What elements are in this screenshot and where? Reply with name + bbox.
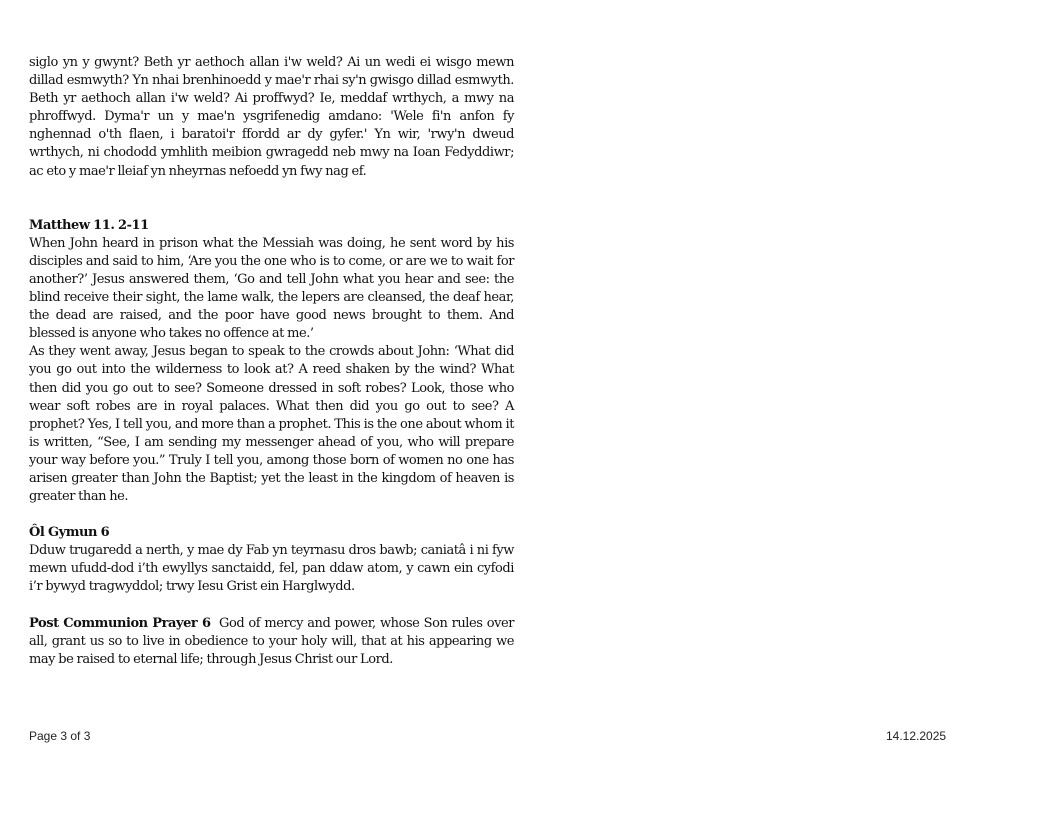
page-number: Page 3 of 3 [29, 729, 91, 743]
section-spacer [29, 506, 514, 524]
english-reading-title: Matthew 11. 2-11 [29, 217, 149, 233]
section-spacer [29, 181, 514, 217]
welsh-post-communion-title: Ôl Gymun 6 [29, 525, 110, 541]
footer-date: 14.12.2025 [886, 729, 947, 743]
welsh-post-communion-text: Dduw trugaredd a nerth, y mae dy Fab yn teyrnasu dros bawb; caniatâ i ni fyw mewn ufudd-dod i’th ewyllys sanctaidd, fel, pan ddaw atom, y cawn ein cyfodi i’r bywyd tragwyddol; trwy Iesu Grist ein Harglwydd. [29, 543, 514, 595]
english-post-communion-text: God of mercy and power, whose Son rules over all, grant us so to live in obedience to your holy will, that at his appearing we may be raised to eternal life; through Jesus Christ our Lord. [29, 615, 514, 667]
section-spacer [29, 597, 514, 615]
english-post-communion [29, 615, 514, 669]
english-reading-paragraph-2: As they went away, Jesus began to speak to the crowds about John: ‘What did you go out into the wilderness to look at? A reed shaken by the wind? What then did you go out to see? Someone dressed in soft robes? Look, those who wear soft robes are in royal palaces. What then did you go out to see? A prophet? Yes, I tell you, and more than a prophet. This is the one about whom it is written, “See, I am sending my messenger ahead of you, who will prepare your way before you.” Truly I tell you, among those born of women no one has arisen greater than John the Baptist; yet the least in the kingdom of heaven is greater than he. [29, 344, 514, 505]
text-column [29, 54, 514, 669]
english-post-communion-title: Post Communion Prayer 6 [29, 615, 211, 631]
english-reading-paragraph-1: When John heard in prison what the Messiah was doing, he sent word by his disciples and said to him, ‘Are you the one who is to come, or are we to wait for another?’ Jesus answered them, ‘Go and tell John what you hear and see: the blind receive their sight, the lame walk, the lepers are cleansed, the deaf hear, the dead are raised, and the poor have good news brought to them. And blessed is anyone who takes no offence at me.’ [29, 235, 514, 342]
welsh-reading-continuation: siglo yn y gwynt? Beth yr aethoch allan i'w weld? Ai un wedi ei wisgo mewn dillad esmwyth? Yn nhai brenhinoedd y mae'r rhai sy'n gwisgo dillad esmwyth. Beth yr aethoch allan i'w weld? Ai proffwyd? Ie, meddaf wrthych, a mwy na phroffwyd. Dyma'r un y mae'n ysgrifenedig amdano: 'Wele fi'n anfon fy nghennad o'th flaen, i baratoi'r ffordd ar dy gyfer.' Yn wir, 'rwy'n dweud wrthych, ni chododd ymhlith meibion gwragedd neb mwy na Ioan Fedyddiwr; ac eto y mae'r lleiaf yn nheyrnas nefoedd yn fwy nag ef. [29, 55, 514, 179]
